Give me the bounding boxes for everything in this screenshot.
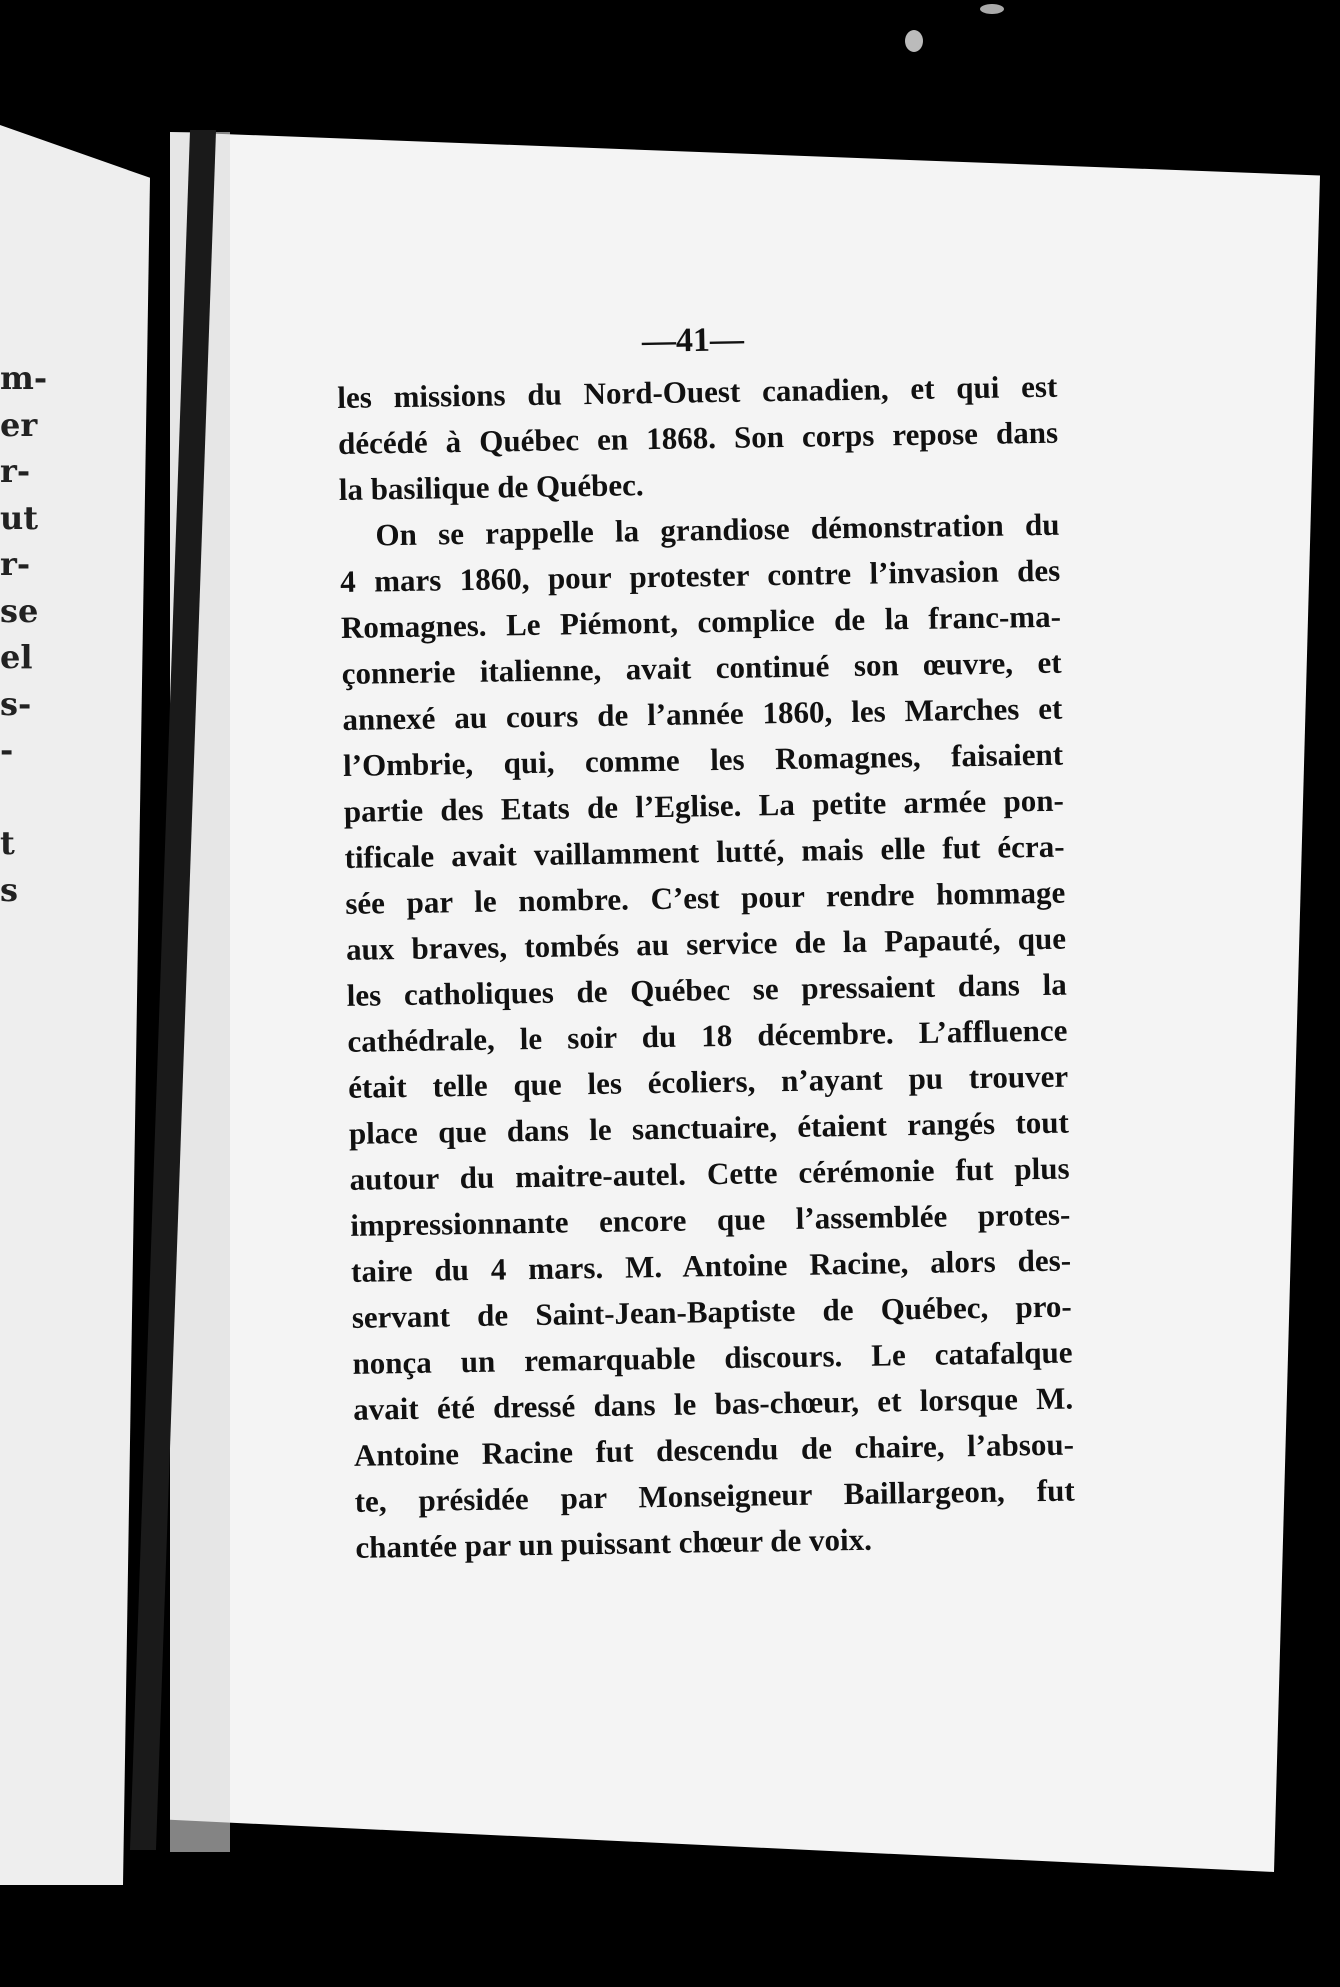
text-line: avait été dressé dans le bas-chœur, et lorsque M. bbox=[352, 1380, 1074, 1427]
margin-fragment bbox=[0, 774, 47, 821]
text-line: chantée par un puissant chœur de voix. bbox=[355, 1521, 873, 1565]
text-line: taire du 4 mars. M. Antoine Racine, alors des- bbox=[350, 1242, 1072, 1289]
text-line: sée par le nombre. C’est pour rendre hommage bbox=[345, 874, 1066, 921]
text-line: était telle que les écoliers, n’ayant pu trouver bbox=[347, 1058, 1069, 1105]
text-line: les missions du Nord-Ouest canadien, et qui est bbox=[337, 368, 1058, 415]
text-line: On se rappelle la grandiose démonstration du bbox=[375, 506, 1060, 553]
scan-speck bbox=[980, 4, 1004, 14]
paragraph-2 bbox=[339, 502, 1076, 1571]
text-line: servant de Saint-Jean-Baptiste de Québec, pro- bbox=[351, 1288, 1072, 1335]
margin-fragment: el bbox=[0, 638, 33, 676]
margin-fragment: er bbox=[0, 405, 38, 444]
text-line: te, présidée par Monseigneur Baillargeon, fut bbox=[354, 1472, 1075, 1519]
margin-fragment: se bbox=[0, 591, 39, 630]
text-line: place que dans le sanctuaire, étaient rangés tout bbox=[348, 1104, 1070, 1151]
scan-speck bbox=[905, 30, 923, 52]
margin-fragment: m- bbox=[0, 359, 48, 397]
margin-fragment: r- bbox=[0, 452, 31, 490]
margin-fragment: t bbox=[0, 824, 15, 862]
margin-fragment: s bbox=[0, 870, 19, 909]
paragraph-1 bbox=[337, 364, 1059, 513]
text-line: aux braves, tombés au service de la Papauté, que bbox=[345, 920, 1067, 967]
text-line: impressionnante encore que l’assemblée protes- bbox=[350, 1196, 1071, 1243]
text-line: partie des Etats de l’Eglise. La petite armée pon- bbox=[343, 782, 1065, 829]
margin-fragment: - bbox=[0, 731, 14, 769]
text-line: les catholiques de Québec se pressaient dans la bbox=[346, 966, 1067, 1013]
text-line: 4 mars 1860, pour protester contre l’invasion des bbox=[339, 552, 1061, 599]
body-text bbox=[337, 364, 1076, 1571]
page-number: —41— bbox=[641, 321, 745, 360]
margin-fragment: r- bbox=[0, 545, 31, 583]
left-page-margin-fragments bbox=[0, 355, 47, 913]
text-line: tificale avait vaillamment lutté, mais elle fut écra- bbox=[344, 828, 1065, 875]
text-line: décédé à Québec en 1868. Son corps repose dans bbox=[337, 414, 1059, 461]
text-line: Romagnes. Le Piémont, complice de la franc-ma- bbox=[340, 598, 1062, 645]
text-line: autour du maitre-autel. Cette cérémonie fut plus bbox=[349, 1150, 1070, 1197]
text-line: Antoine Racine fut descendu de chaire, l’absou- bbox=[353, 1426, 1075, 1473]
margin-fragment: s- bbox=[0, 684, 32, 723]
text-line: nonça un remarquable discours. Le catafalque bbox=[352, 1334, 1073, 1381]
text-line: çonnerie italienne, avait continué son œuvre, et bbox=[341, 644, 1062, 691]
text-line: annexé au cours de l’année 1860, les Marches et bbox=[342, 690, 1063, 737]
text-line: la basilique de Québec. bbox=[338, 467, 644, 507]
text-line: l’Ombrie, qui, comme les Romagnes, faisaient bbox=[342, 736, 1064, 783]
text-line: cathédrale, le soir du 18 décembre. L’affluence bbox=[347, 1012, 1068, 1059]
margin-fragment: ut bbox=[0, 498, 39, 537]
